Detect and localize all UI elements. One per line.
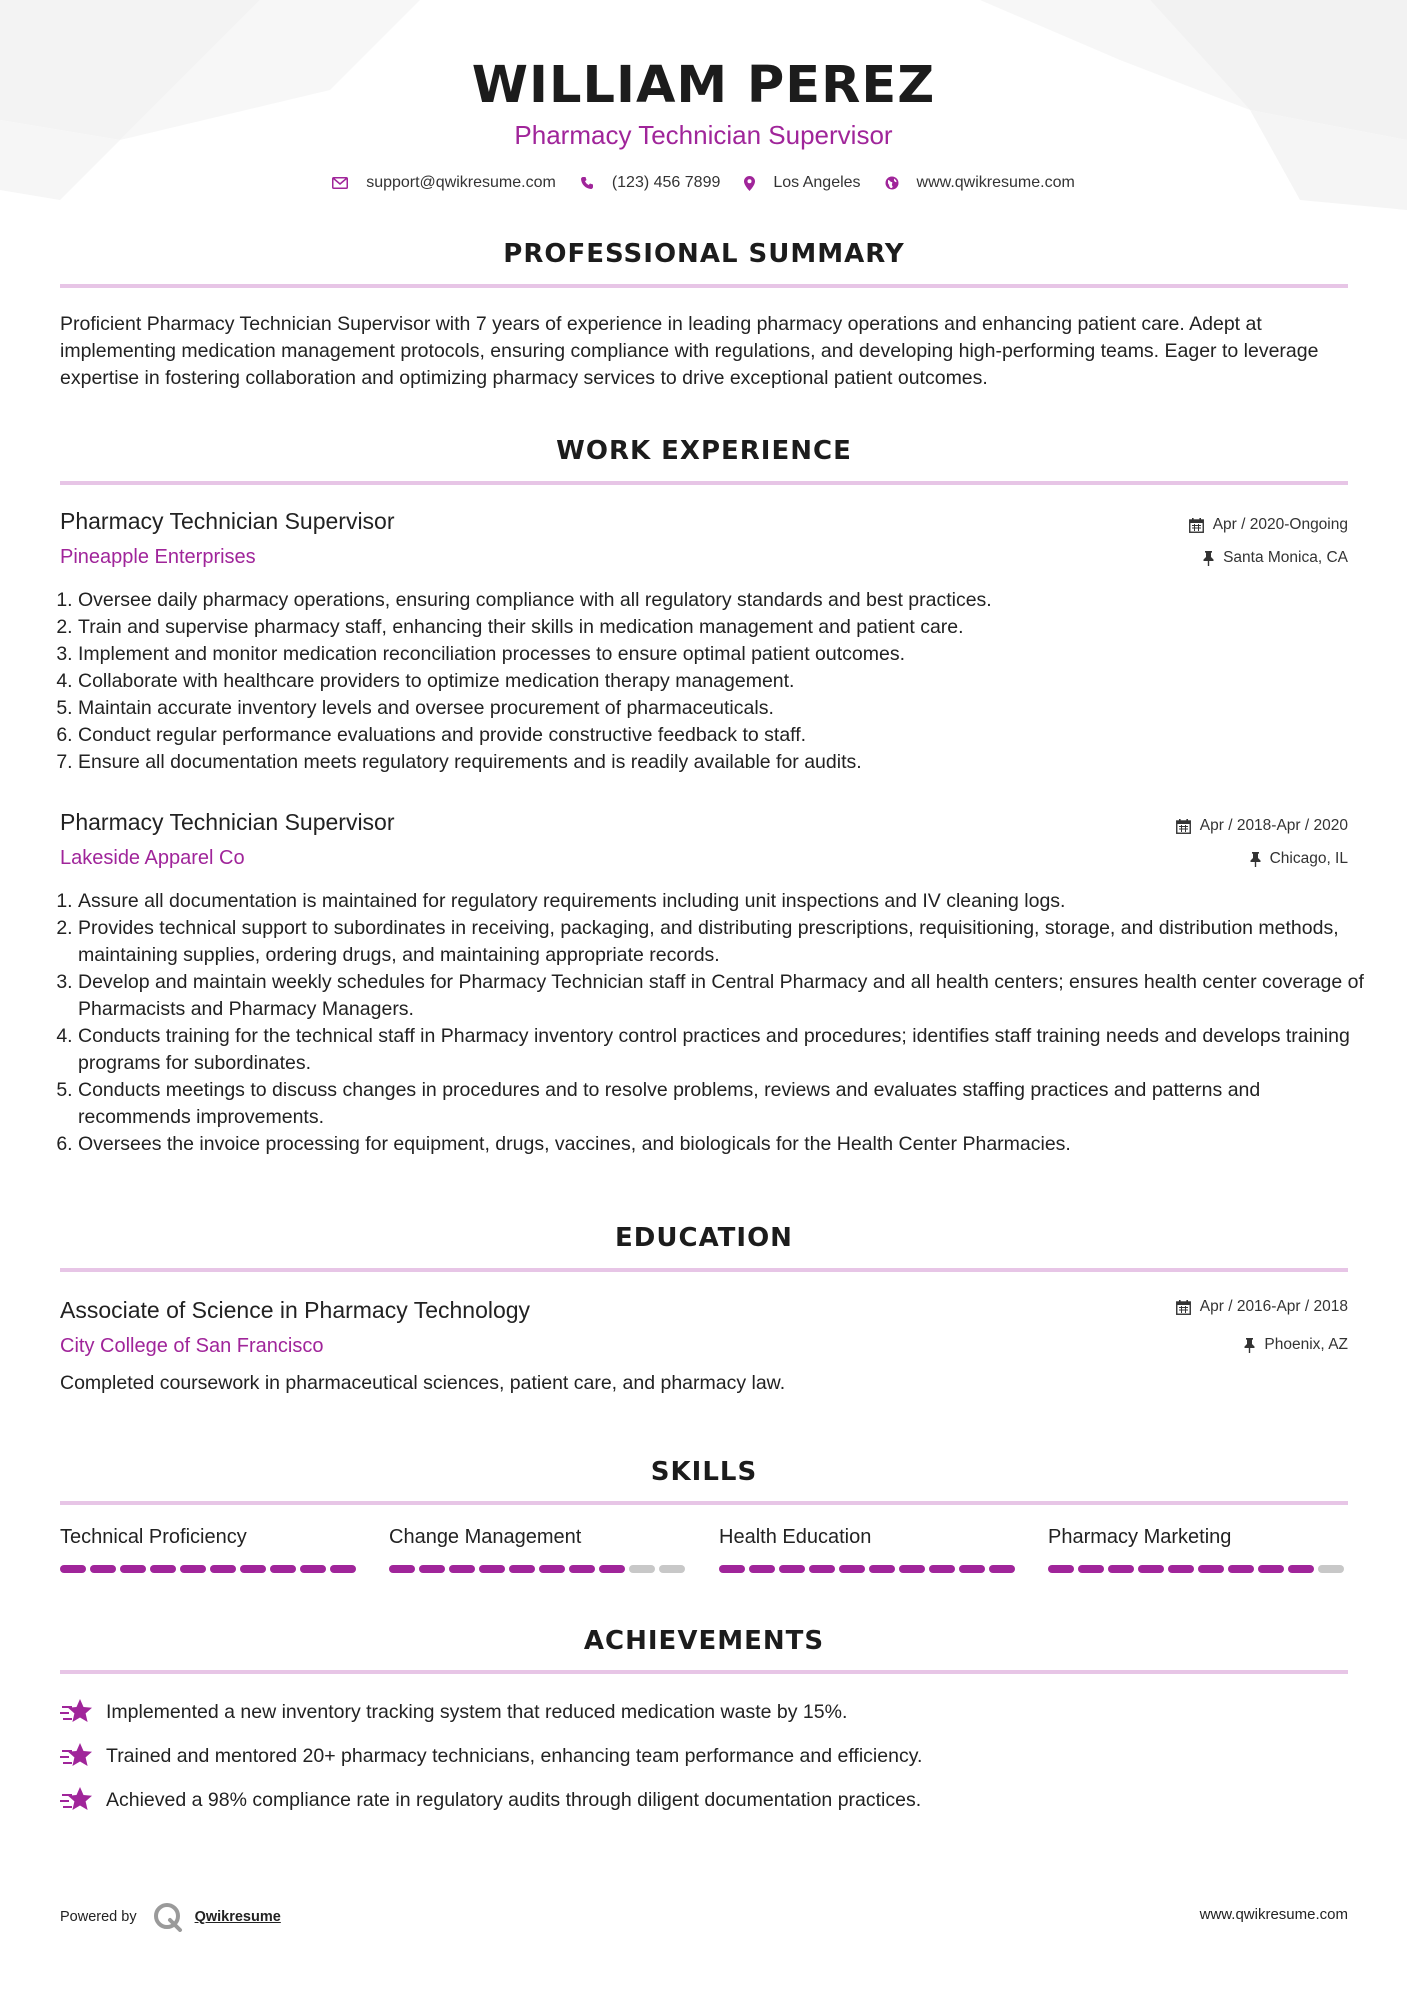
skill-level-bar <box>1048 1565 1348 1573</box>
job-title: Pharmacy Technician Supervisor <box>60 809 395 835</box>
skill-dot-filled <box>779 1565 805 1573</box>
contact-location <box>744 174 860 192</box>
calendar-icon <box>1176 1300 1191 1315</box>
candidate-role: Pharmacy Technician Supervisor <box>514 120 893 150</box>
skill-name: Change Management <box>389 1526 582 1548</box>
achievement-item <box>60 1741 922 1771</box>
skill-dot-filled <box>1108 1565 1134 1573</box>
mail-icon <box>332 177 348 189</box>
list-item: 2. Provides technical support to subordinates in receiving, packaging, and distributing prescriptions, requisitioning, storage, and distribution methods, maintaining supplies, ordering drugs, and maintaining appropriate records. <box>78 915 1368 969</box>
skill-dot-filled <box>1288 1565 1314 1573</box>
skill-dot-filled <box>719 1565 745 1573</box>
star-icon <box>60 1785 94 1815</box>
achievements-heading: ACHIEVEMENTS <box>583 1626 825 1656</box>
skill-dot-empty <box>1318 1565 1344 1573</box>
qwikresume-link[interactable]: Qwikresume <box>194 1909 281 1925</box>
list-item: 3. Develop and maintain weekly schedules for Pharmacy Technician staff in Central Pharmacy and all health centers; ensures health center coverage of Pharmacists and Pharmacy Managers. <box>78 969 1368 1023</box>
education-dates-text: Apr / 2016-Apr / 2018 <box>1199 1298 1348 1315</box>
skill-dot-filled <box>330 1565 356 1573</box>
job-location-text: Chicago, IL <box>1269 850 1348 867</box>
skill-dot-filled <box>1078 1565 1104 1573</box>
job-title: Pharmacy Technician Supervisor <box>60 508 395 534</box>
skill-dot-filled <box>1168 1565 1194 1573</box>
skill-name: Technical Proficiency <box>60 1526 247 1548</box>
star-icon <box>60 1697 94 1727</box>
skill-dot-filled <box>210 1565 236 1573</box>
skill-dot-filled <box>569 1565 595 1573</box>
skill-dot-filled <box>150 1565 176 1573</box>
skill-dot-filled <box>989 1565 1015 1573</box>
job-location <box>1203 549 1348 567</box>
pushpin-icon <box>1244 1338 1255 1353</box>
list-item: 2. Train and supervise pharmacy staff, enhancing their skills in medication management and patient care. <box>78 614 1368 641</box>
calendar-icon <box>1189 518 1204 533</box>
job-location-text: Santa Monica, CA <box>1223 549 1348 566</box>
contact-email-text: support@qwikresume.com <box>366 174 556 191</box>
achievement-text: Implemented a new inventory tracking system that reduced medication waste by 15%. <box>106 1700 848 1723</box>
job-responsibilities <box>60 888 1368 1158</box>
education-divider <box>60 1268 1348 1272</box>
education-description: Completed coursework in pharmaceutical sciences, patient care, and pharmacy law. <box>60 1372 786 1394</box>
list-item: 1. Assure all documentation is maintained for regulatory requirements including unit inspections and IV cleaning logs. <box>78 888 1368 915</box>
skill-dot-filled <box>539 1565 565 1573</box>
list-item: 4. Conducts training for the technical staff in Pharmacy inventory control practices and procedures; identifies staff training needs and develops training programs for subordinates. <box>78 1023 1368 1077</box>
achievement-item <box>60 1697 847 1727</box>
job-dates <box>1189 516 1348 534</box>
phone-icon <box>580 176 594 190</box>
list-item: 5. Maintain accurate inventory levels and oversee procurement of pharmaceuticals. <box>78 695 1368 722</box>
skills-heading: SKILLS <box>650 1457 758 1487</box>
skill-dot-filled <box>869 1565 895 1573</box>
education-dates <box>1176 1298 1348 1316</box>
qwikresume-logo-icon <box>153 1902 183 1932</box>
list-item: 5. Conducts meetings to discuss changes in procedures and to resolve problems, reviews and evaluates staffing practices and patterns and recommends improvements. <box>78 1077 1368 1131</box>
contact-location-text: Los Angeles <box>773 174 861 191</box>
list-item: 3. Implement and monitor medication reconciliation processes to ensure optimal patient outcomes. <box>78 641 1368 668</box>
skill-dot-filled <box>389 1565 415 1573</box>
skill-dot-filled <box>1048 1565 1074 1573</box>
achievements-divider <box>60 1670 1348 1674</box>
skill-name: Pharmacy Marketing <box>1048 1526 1232 1548</box>
skill-dot-filled <box>929 1565 955 1573</box>
skill-dot-filled <box>809 1565 835 1573</box>
skill-dot-filled <box>300 1565 326 1573</box>
achievement-text: Achieved a 98% compliance rate in regulatory audits through diligent documentation practices. <box>106 1788 922 1811</box>
skill-dot-filled <box>270 1565 296 1573</box>
job-company: Lakeside Apparel Co <box>60 847 245 869</box>
contact-phone-text: (123) 456 7899 <box>611 174 721 191</box>
school-name: City College of San Francisco <box>60 1335 324 1357</box>
calendar-icon <box>1176 819 1191 834</box>
pushpin-icon <box>1203 551 1214 566</box>
skill-dot-filled <box>479 1565 505 1573</box>
education-location-text: Phoenix, AZ <box>1264 1336 1348 1353</box>
skill-level-bar <box>60 1565 360 1573</box>
experience-divider <box>60 481 1348 485</box>
skill-dot-empty <box>629 1565 655 1573</box>
summary-divider <box>60 284 1348 288</box>
skills-divider <box>60 1501 1348 1505</box>
skill-level-bar <box>389 1565 689 1573</box>
job-dates <box>1176 817 1348 835</box>
skill-item <box>60 1526 360 1573</box>
job-responsibilities <box>60 587 1368 776</box>
contact-phone[interactable] <box>580 174 721 192</box>
skill-dot-filled <box>1198 1565 1224 1573</box>
education-location <box>1244 1336 1348 1354</box>
skill-dot-filled <box>180 1565 206 1573</box>
contact-website-text: www.qwikresume.com <box>916 174 1075 191</box>
achievement-item <box>60 1785 921 1815</box>
skill-dot-filled <box>90 1565 116 1573</box>
skill-dot-filled <box>419 1565 445 1573</box>
skill-name: Health Education <box>719 1526 872 1548</box>
skill-dot-filled <box>120 1565 146 1573</box>
globe-icon <box>885 176 899 190</box>
job-dates-text: Apr / 2020-Ongoing <box>1212 516 1348 533</box>
pushpin-icon <box>1250 852 1261 867</box>
candidate-name: WILLIAM PEREZ <box>471 56 936 115</box>
skill-dot-filled <box>449 1565 475 1573</box>
skill-dot-empty <box>659 1565 685 1573</box>
skill-dot-filled <box>1138 1565 1164 1573</box>
skill-dot-filled <box>599 1565 625 1573</box>
achievement-text: Trained and mentored 20+ pharmacy technicians, enhancing team performance and efficiency. <box>106 1744 923 1767</box>
contact-website[interactable] <box>885 174 1075 192</box>
skill-item <box>1048 1526 1348 1573</box>
star-icon <box>60 1741 94 1771</box>
skill-dot-filled <box>959 1565 985 1573</box>
skill-dot-filled <box>240 1565 266 1573</box>
skill-dot-filled <box>749 1565 775 1573</box>
powered-by-label: Powered by <box>60 1909 137 1925</box>
degree-title: Associate of Science in Pharmacy Technology <box>60 1297 531 1323</box>
list-item: 4. Collaborate with healthcare providers to optimize medication therapy management. <box>78 668 1368 695</box>
skill-dot-filled <box>509 1565 535 1573</box>
job-location <box>1250 850 1348 868</box>
skill-dot-filled <box>1258 1565 1284 1573</box>
contact-bar <box>0 174 1407 192</box>
education-heading: EDUCATION <box>615 1223 793 1253</box>
contact-email[interactable] <box>332 174 556 192</box>
skill-dot-filled <box>60 1565 86 1573</box>
list-item: 7. Ensure all documentation meets regulatory requirements and is readily available for audits. <box>78 749 1368 776</box>
job-dates-text: Apr / 2018-Apr / 2020 <box>1199 817 1348 834</box>
location-pin-icon <box>744 176 755 191</box>
experience-heading: WORK EXPERIENCE <box>556 436 852 466</box>
powered-by <box>60 1902 281 1932</box>
summary-text: Proficient Pharmacy Technician Supervisor with 7 years of experience in leading pharmacy operations and enhancing patient care. Adept at implementing medication management protocols, ensuring compliance with regulations, and developing high-performing teams. Eager to leverage expertise in fostering collaboration and optimizing pharmacy services to drive exceptional patient outcomes. <box>60 313 1319 389</box>
skill-item <box>719 1526 1019 1573</box>
list-item: 6. Conduct regular performance evaluations and provide constructive feedback to staff. <box>78 722 1368 749</box>
list-item: 6. Oversees the invoice processing for equipment, drugs, vaccines, and biologicals for the Health Center Pharmacies. <box>78 1131 1368 1158</box>
summary-heading: PROFESSIONAL SUMMARY <box>503 239 905 269</box>
job-company: Pineapple Enterprises <box>60 546 256 568</box>
skill-level-bar <box>719 1565 1019 1573</box>
skill-dot-filled <box>899 1565 925 1573</box>
footer-url[interactable]: www.qwikresume.com <box>1199 1906 1348 1923</box>
list-item: 1. Oversee daily pharmacy operations, ensuring compliance with all regulatory standards and best practices. <box>78 587 1368 614</box>
skill-item <box>389 1526 689 1573</box>
skill-dot-filled <box>1228 1565 1254 1573</box>
skill-dot-filled <box>839 1565 865 1573</box>
